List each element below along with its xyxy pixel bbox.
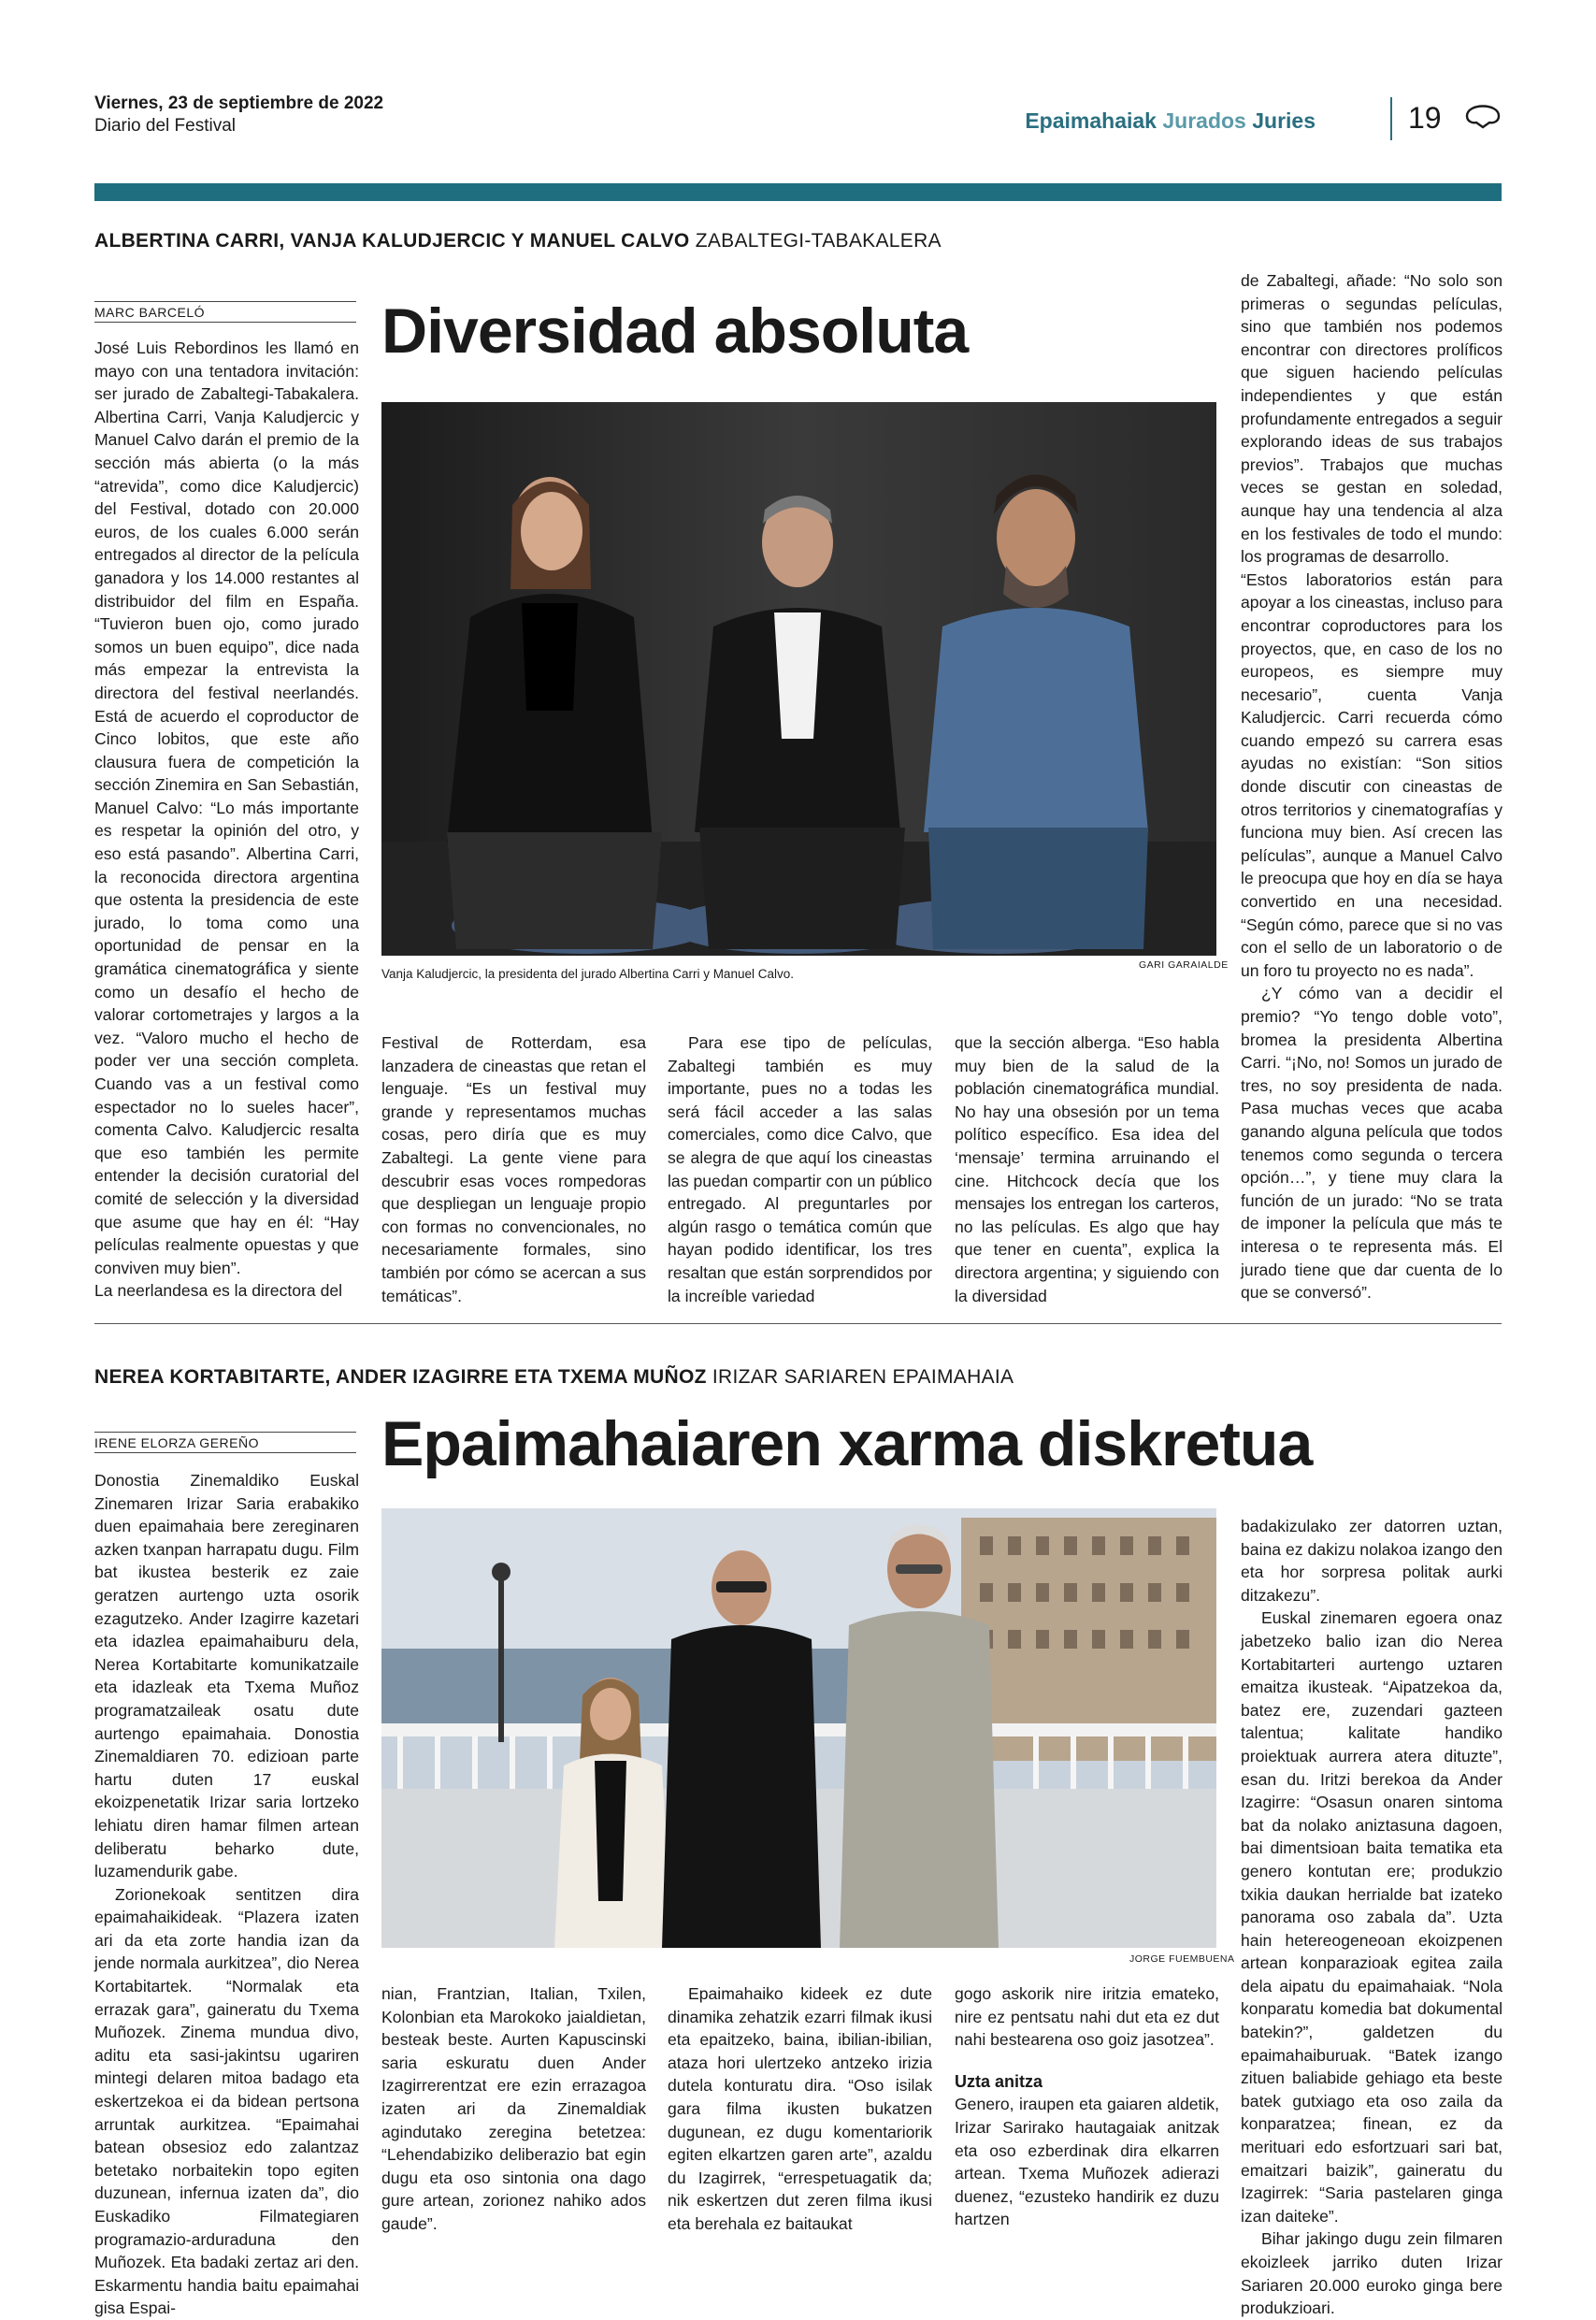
article2-headline: Epaimahaiaren xarma diskretua bbox=[381, 1408, 1313, 1479]
section-title bbox=[1025, 108, 1316, 134]
publication-name: Diario del Festival bbox=[94, 116, 236, 136]
article1-col5-para-3: ¿Y cómo van a decidir el premio? “Yo tengo doble voto”, bromea la presidenta Albertina Carri. “¡No, no! Somos un jurado de tres, no soy presidenta de nada. Pasa muchas veces que acaba ganando alguna película que todos tenemos como segunda o tercera opción…”, y tiene muy clara la función de un jurado: “No se trata de imponer la película que más te interesa o te representa más. El jurado tiene que dar cuenta de lo que se conversó”. bbox=[1241, 984, 1503, 1303]
article1-col3-para: Para ese tipo de películas, Zabaltegi también es muy importante, pues no a todas les será fácil acceder a las salas comerciales, como dice Calvo, que se alegra de que aquí los cineastas las puedan compartir con un público entregado. Al preguntarles por algún rasgo o temática común que hayan podido identificar, los tres resaltan que están sorprendidos por la increíble variedad bbox=[668, 1033, 932, 1305]
article2-photo-credit: JORGE FUEMBUENA bbox=[1129, 1953, 1235, 1965]
article1-photo-caption: Vanja Kaludjercic, la presidenta del jurado Albertina Carri y Manuel Calvo. bbox=[381, 967, 794, 981]
article1-byline: MARC BARCELÓ bbox=[94, 301, 356, 323]
article2-column-5 bbox=[1241, 1515, 1503, 2320]
article1-col4-para: que la sección alberga. “Eso habla muy bien de la salud de la población cinematográfica mundial. No hay una obsesión por un tema político específico. Esa idea del ‘mensaje’ termina arruinando el cine. Hitchcock decía que los mensajes los entregan los carteros, no las películas. Es algo que hay que tener en cuenta”, explica la directora argentina; y siguiendo con la diversidad bbox=[955, 1033, 1219, 1305]
issue-date: Viernes, 23 de septiembre de 2022 bbox=[94, 94, 384, 113]
article2-col4-para-2: Genero, iraupen eta gaiaren aldetik, Irizar Sarirako hautagaiak anitzak eta oso ezberdinak dira elkarren artean. Txema Muñozek adierazi duenez, “ezusteko handirik ez duzu hartzen bbox=[955, 2095, 1219, 2229]
article1-kicker-place: ZABALTEGI-TABAKALERA bbox=[695, 230, 942, 252]
article2-col2-para: nian, Frantzian, Italian, Txilen, Kolonbian eta Marokoko jaialdietan, besteak beste. Aurten Kapuscinski saria eskuratu duen Ander Izagirrerentzat ere ezin errazagoa izaten ari da Zinemaldiak agindutako zeregina betetzea: “Lehendabiziko deliberazio bat egin dugu eta oso sintonia ona dago gure artean, zorionez nahiko ados gaude”. bbox=[381, 1984, 646, 2233]
festival-shell-logo-icon bbox=[1463, 95, 1503, 133]
article1-column-2 bbox=[381, 1031, 646, 1307]
article1-kicker bbox=[94, 230, 942, 252]
article1-col5-para-2: “Estos laboratorios están para apoyar a los cineastas, incluso para encontrar coproductores para los proyectos, que, en caso de los no europeos, es siempre muy necesario”, cuenta Vanja Kaludjercic. Carri recuerda cómo cuando empezó su carrera esas ayudas no existían: “Son sitios donde discutir con cineastas de otros territorios y cinematografías y funciona muy bien. Así crecen las películas”, aunque a Manuel Calvo le preocupa que hoy en día se haya convertido en una necesidad. “Según cómo, parece que si no vas con el sello de un laboratorio o de un foro tu proyecto no es nada”. bbox=[1241, 569, 1503, 980]
article2-jury-photo bbox=[381, 1508, 1216, 1948]
header-accent-bar bbox=[94, 183, 1502, 201]
section-title-eu: Epaimahaiak bbox=[1025, 108, 1157, 133]
article2-column-2 bbox=[381, 1982, 646, 2236]
article1-kicker-names: ALBERTINA CARRI, VANJA KALUDJERCIC Y MANUEL CALVO bbox=[94, 230, 690, 252]
article2-col5-para-2: Euskal zinemaren egoera onaz jabetzeko balio izan dio Nerea Kortabitarteri aurtengo uztaren emaitza ikusteak. “Aipatzekoa da, batez ere, zuzendari gazteen talentua; kalitate handiko proiektuak aurrera atera dituzte”, esan du. Iritzi berekoa da Ander Izagirre: “Osasun onaren sintoma bat da nolako aniztasuna dagoen, bai dimentsioan baita tematika eta genero kontutan ere; produkzio txikia daukan herrialde bat izateko panorama oso zabala da”. Uzta hain hetereogeneoan ekoizpenen artean konparazioak egitea zaila dela aipatu du epaimahaiak. “Nola konparatu komedia bat dokumental batekin?”, galdetzen du epaimahaiburuak. “Batek izango zituen baliabide gehiago eta beste batek gutxiago eta oso zaila da konparatzea; finean, ez da merituari edo esfortzuari sari bat, emaitzari baizik”, gaineratu du Izagirrek: “Saria pastelaren ginga izan daiteke”. bbox=[1241, 1608, 1503, 2226]
article2-col4-para-1: gogo askorik nire iritzia emateko, nire ez pentsatu nahi dut eta ez dut nahi bestearena oso goiz jasotzea”. bbox=[955, 1984, 1219, 2050]
article1-column-4 bbox=[955, 1031, 1219, 1307]
article2-column-3 bbox=[668, 1982, 932, 2236]
section-title-en: Juries bbox=[1252, 108, 1316, 133]
article2-subheading: Uzta anitza bbox=[955, 2071, 1043, 2091]
article1-col5-para-1: de Zabaltegi, añade: “No solo son primeras o segundas películas, sino que también nos podemos encontrar con directores prolíficos que siguen haciendo películas independientes y que están profundamente entregados a seguir explorando ideas de sus trabajos previos”. Trabajos que muchas veces se gestan en soledad, aunque hay una tendencia al alza en los festivales de todo el mundo: los programas de desarrollo. bbox=[1241, 271, 1503, 567]
article2-kicker-names: NEREA KORTABITARTE, ANDER IZAGIRRE ETA TXEMA MUÑOZ bbox=[94, 1366, 707, 1388]
article2-kicker-place: IRIZAR SARIAREN EPAIMAHAIA bbox=[712, 1366, 1014, 1388]
article1-col1-para-1: José Luis Rebordinos les llamó en mayo con una tentadora invitación: ser jurado de Zabaltegi-Tabakalera. Albertina Carri, Vanja Kaludjercic y Manuel Calvo darán el premio de la sección más abierta (o la más “atrevida”, como dice Kaludjercic) del Festival, dotado con 20.000 euros, de los cuales 6.000 serán entregados al director de la película ganadora y los 14.000 restantes al distribuidor del film en España. “Tuvieron buen ojo, como jurado somos un buen equipo”, dice nada más empezar la entrevista la directora del festival neerlandés. Está de acuerdo el coproductor de Cinco lobitos, que este año clausura fuera de competición la sección Zinemira en San Sebastián, Manuel Calvo: “Lo más importante es respetar la opinión del otro, y eso está pasando”. Albertina Carri, la reconocida directora argentina que ostenta la presidencia de este jurado, lo toma como una oportunidad de pensar en la gramática cinematográfica y siente como un desafío el hecho de valorar cortometrajes y largos a la vez. “Valoro mucho el hecho de poder ver una sección completa. Cuando vas a un festival como espectador no lo sueles hacer”, comenta Calvo. Kaludjercic resalta que eso también les permite entender la decisión curatorial del comité de selección y la diversidad que asume que hay en él: “Hay películas realmente opuestas y que conviven muy bien”. bbox=[94, 339, 359, 1277]
section-title-es: Jurados bbox=[1162, 108, 1246, 133]
article2-kicker bbox=[94, 1366, 1014, 1389]
article1-headline: Diversidad absoluta bbox=[381, 295, 969, 367]
article2-col3-para: Epaimahaiko kideek ez dute dinamika zehatzik ezarri filmak ikusi eta epaitzeko, baina, ibilian-ibilian, ataza hori ulertzeko antzeko irizia dutela konturatu dira. “Oso isilak gara filma ikusten bukatzen dugunean, ez dugu komentariorik egiten elkartzen garen arte”, azaldu du Izagirrek, “errespetuagatik da; nik eskertzen dut zeren filma ikusi eta berehala ez baitaukat bbox=[668, 1984, 932, 2233]
article1-photo-credit: GARI GARAIALDE bbox=[1139, 959, 1229, 971]
header-divider bbox=[1390, 97, 1392, 140]
article1-column-1 bbox=[94, 337, 359, 1303]
article-divider bbox=[94, 1323, 1502, 1324]
article2-col5-para-3: Bihar jakingo dugu zein filmaren ekoizleek jarriko duten Irizar Sariaren 20.000 euroko ginga bere produkzioari. bbox=[1241, 2229, 1503, 2318]
article2-column-4 bbox=[955, 1982, 1219, 2231]
article1-column-5 bbox=[1241, 269, 1503, 1304]
page-number: 19 bbox=[1408, 101, 1442, 135]
article1-column-3 bbox=[668, 1031, 932, 1307]
article2-col5-para-1: badakizulako zer datorren uztan, baina ez dakizu nolakoa izango den eta hor sorpresa politak aurki ditzakezu”. bbox=[1241, 1517, 1503, 1605]
article2-column-1 bbox=[94, 1469, 359, 2320]
article2-col1-para-1: Donostia Zinemaldiko Euskal Zinemaren Irizar Saria erabakiko duen epaimahaia bere zereginaren azken txanpan harrapatu dugu. Film bat ikustea besterik ez zaie geratzen aurtengo uzta osorik ezagutzeko. Ander Izagirre kazetari eta idazlea epaimahaiburu dela, Nerea Kortabitarte komunikatzaile eta idazleak eta Txema Muñoz programatzaileak osatu dute aurtengo epaimahaia. Donostia Zinemaldiaren 70. edizioan parte hartu duten 17 euskal ekoizpenetatik Irizar saria lortzeko lehiatu diren hamar filmen artean deliberatu beharko dute, luzamendurik gabe. bbox=[94, 1471, 359, 1881]
article1-col2-para: Festival de Rotterdam, esa lanzadera de cineastas que retan el lenguaje. “Es un festival muy grande y representamos muchas cosas, pero diría que es muy Zabaltegi. La gente viene para descubrir esas voces rompedoras que despliegan un lenguaje propio con formas no convencionales, no necesariamente formales, sino también por cómo se acercan a sus temáticas”. bbox=[381, 1033, 646, 1305]
article1-col1-para-2: La neerlandesa es la directora del bbox=[94, 1281, 343, 1301]
article2-byline: IRENE ELORZA GEREÑO bbox=[94, 1432, 356, 1453]
article2-col1-para-2: Zorionekoak sentitzen dira epaimahaikideak. “Plazera izaten ari da eta zorte handia izan da jende normala aurkitzea”, dio Nerea Kortabitartek. “Normalak eta errazak gara”, gaineratu du Txema Muñozek. Zinema mundua divo, aditu eta sasi-jakintsu ugariren mintegi delaren mitoa badago eta eskertzekoa ei da bidean pertsona arruntak aurkitzea. “Epaimahai batean obsesioz edo zalantzaz betetako norbaitekin topo egiten duzunean, infernua izaten da”, dio Euskadiko Filmategiaren programazio-arduraduna den Muñozek. Eta badaki zertaz ari den. Eskarmentu handia baitu epaimahai gisa Espai- bbox=[94, 1884, 359, 2318]
article1-jury-photo bbox=[381, 402, 1216, 956]
